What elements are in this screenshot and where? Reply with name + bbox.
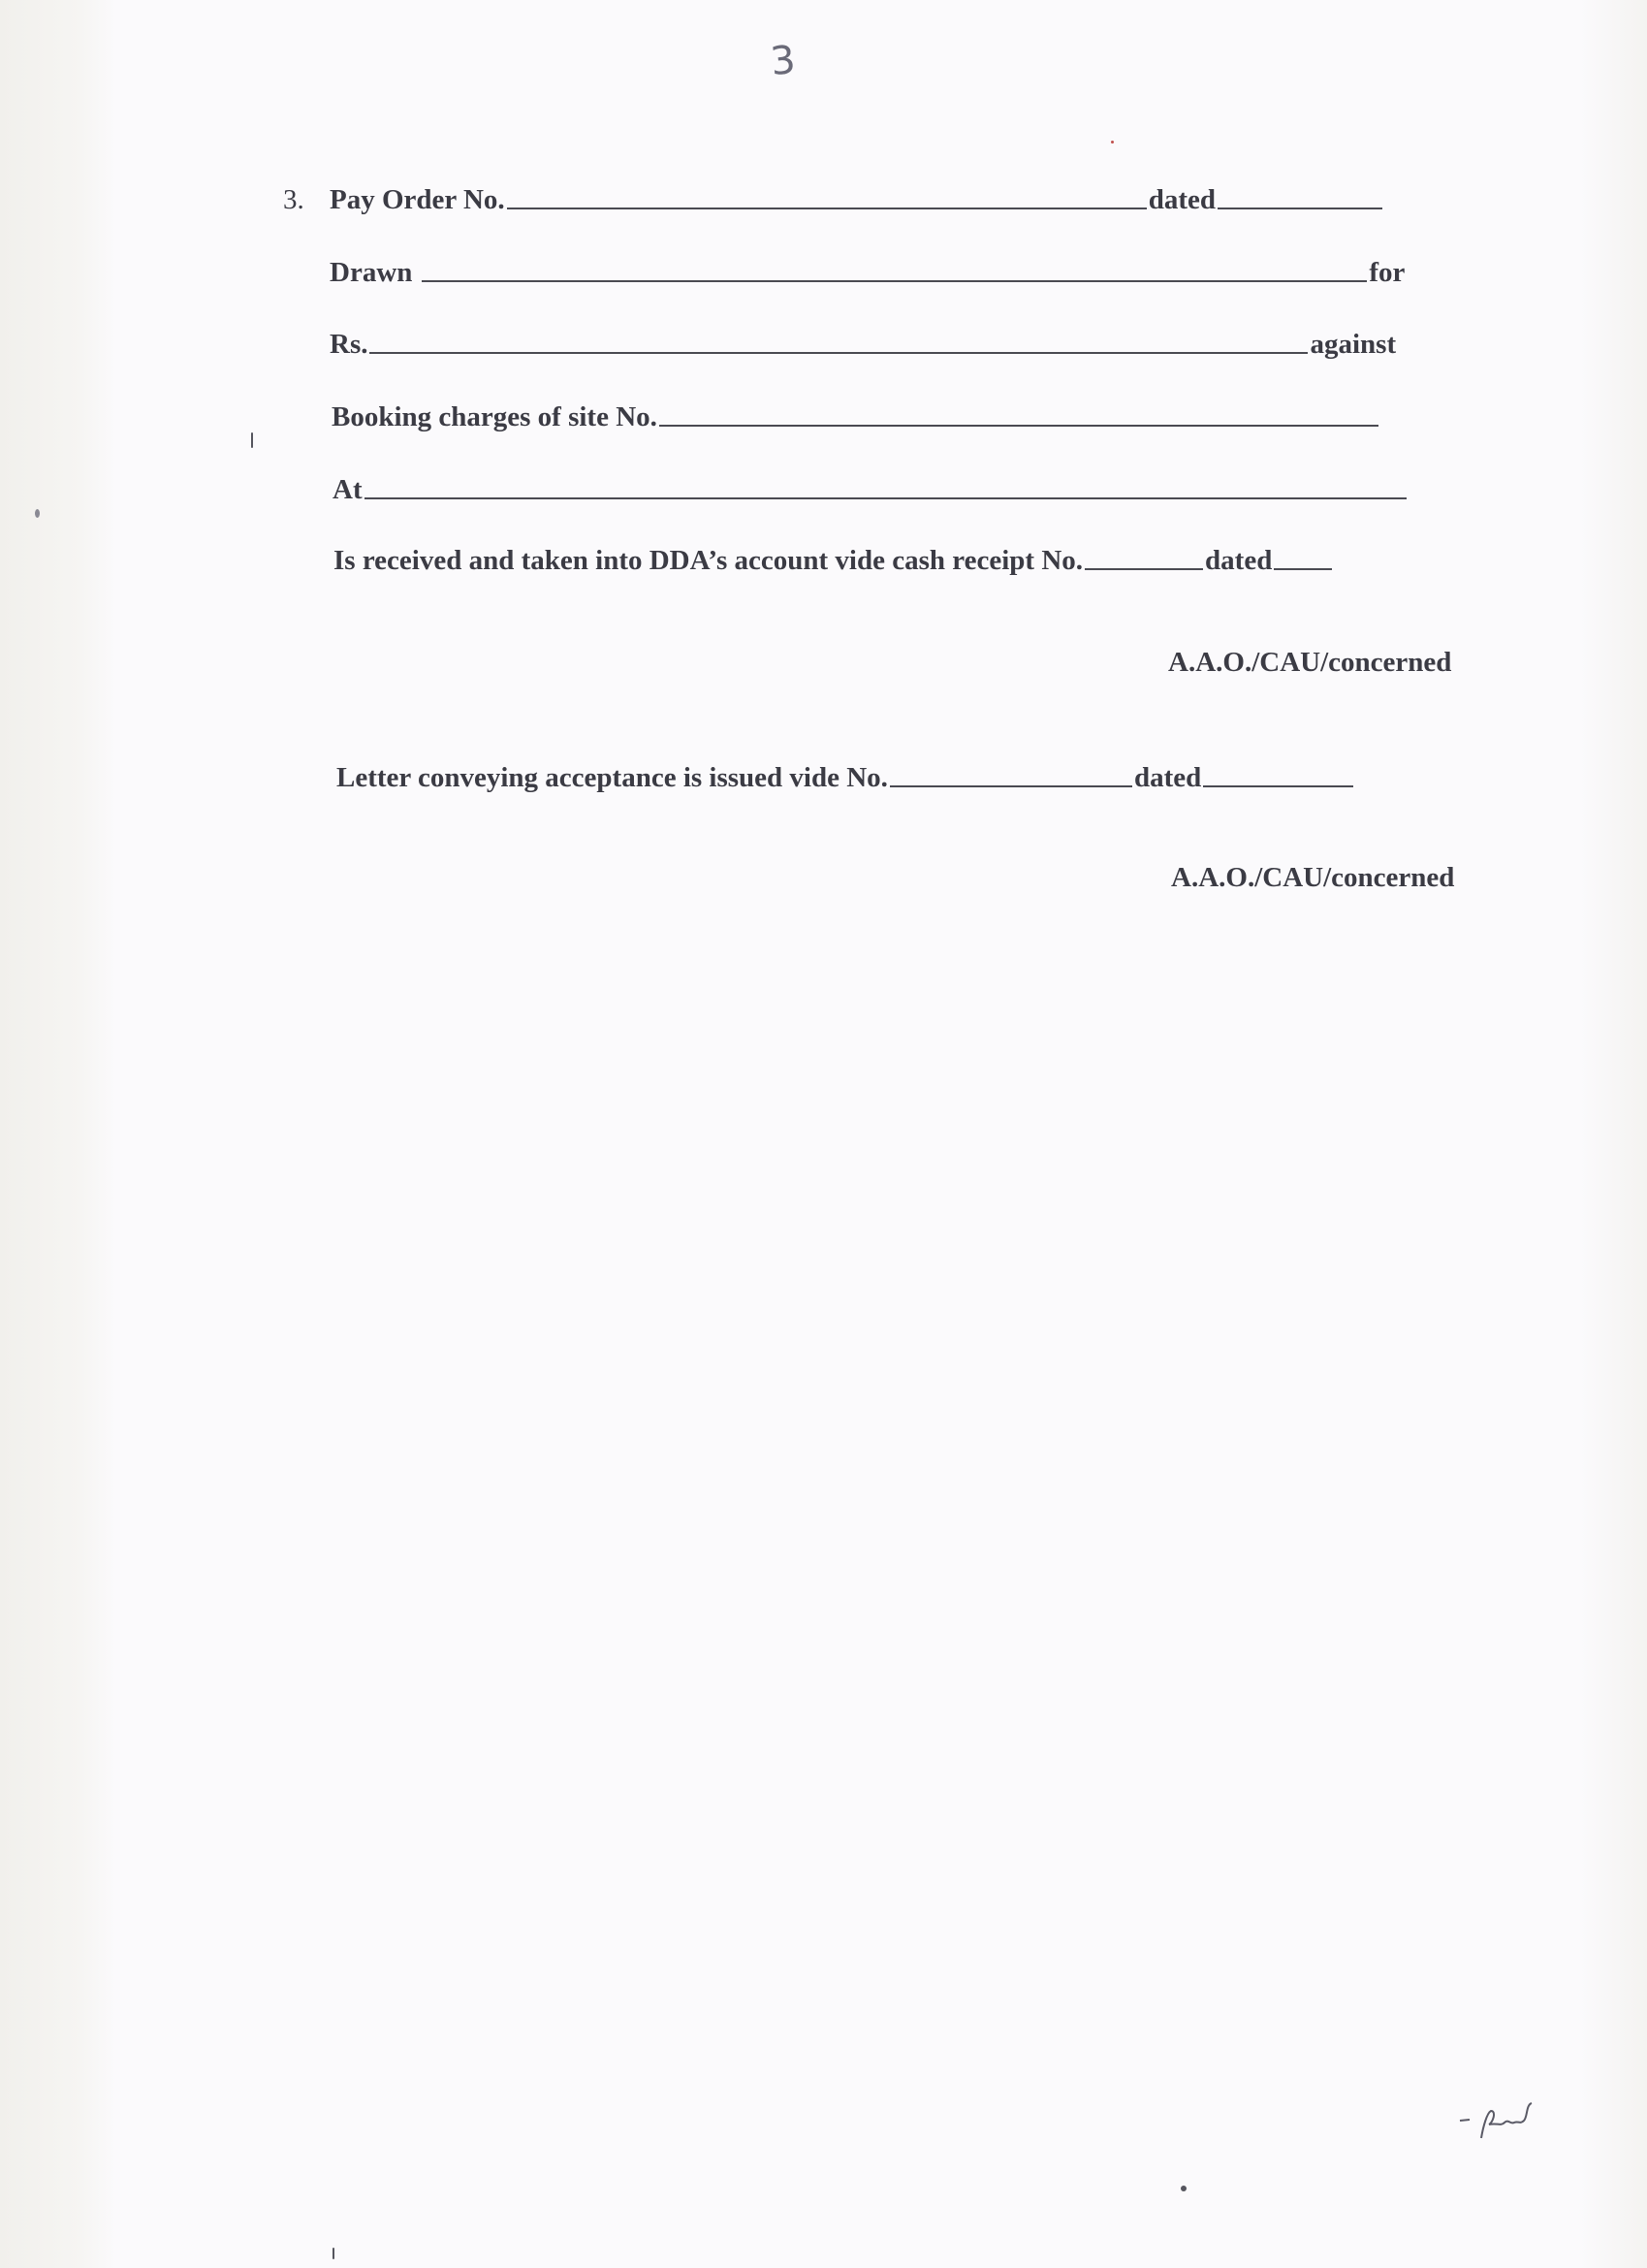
scan-speck: [35, 509, 40, 518]
letter-line: [336, 755, 1355, 794]
booking-label: Booking charges of site No.: [332, 401, 657, 432]
pay-order-date-field[interactable]: [1218, 208, 1382, 209]
signatory-2: A.A.O./CAU/concerned: [1171, 862, 1455, 893]
drawn-label: Drawn: [330, 257, 413, 288]
scanned-page-edge-right: [1579, 0, 1647, 2268]
scan-speck: [251, 432, 253, 448]
scan-speck: [1181, 2186, 1187, 2191]
letter-label: Letter conveying acceptance is issued vide No.: [336, 762, 888, 793]
receipt-dated-label: dated: [1205, 545, 1273, 576]
at-line: [333, 467, 1409, 506]
letter-date-field[interactable]: [1203, 785, 1353, 787]
scanned-page-edge-left: [0, 0, 116, 2268]
amount-line: [330, 322, 1396, 361]
letter-number-field[interactable]: [890, 785, 1132, 787]
receipt-date-field[interactable]: [1274, 568, 1332, 570]
received-line: [333, 538, 1334, 577]
drawn-line: [330, 250, 1405, 289]
booking-line: [332, 395, 1380, 433]
pay-order-number-field[interactable]: [507, 208, 1147, 209]
rs-label: Rs.: [330, 329, 368, 360]
cash-receipt-number-field[interactable]: [1085, 568, 1203, 570]
drawn-on-field[interactable]: [422, 280, 1367, 282]
pay-order-label: Pay Order No.: [330, 184, 505, 215]
item-number: 3.: [283, 184, 304, 215]
at-label: At: [333, 474, 363, 505]
scan-speck: [1111, 141, 1114, 144]
amount-field[interactable]: [369, 352, 1308, 354]
handwritten-initials-icon: [1454, 2099, 1561, 2148]
for-label: for: [1369, 257, 1406, 288]
against-label: against: [1310, 329, 1397, 360]
handwritten-page-number: 3: [768, 37, 798, 85]
location-field[interactable]: [364, 497, 1407, 499]
pay-order-line: [283, 177, 1384, 216]
pay-order-dated-label: dated: [1148, 184, 1216, 215]
received-label: Is received and taken into DDA’s account vide cash receipt No.: [333, 545, 1084, 576]
scan-speck: [333, 2248, 334, 2259]
letter-dated-label: dated: [1133, 762, 1202, 793]
signatory-1: A.A.O./CAU/concerned: [1168, 647, 1452, 678]
site-number-field[interactable]: [659, 425, 1378, 427]
